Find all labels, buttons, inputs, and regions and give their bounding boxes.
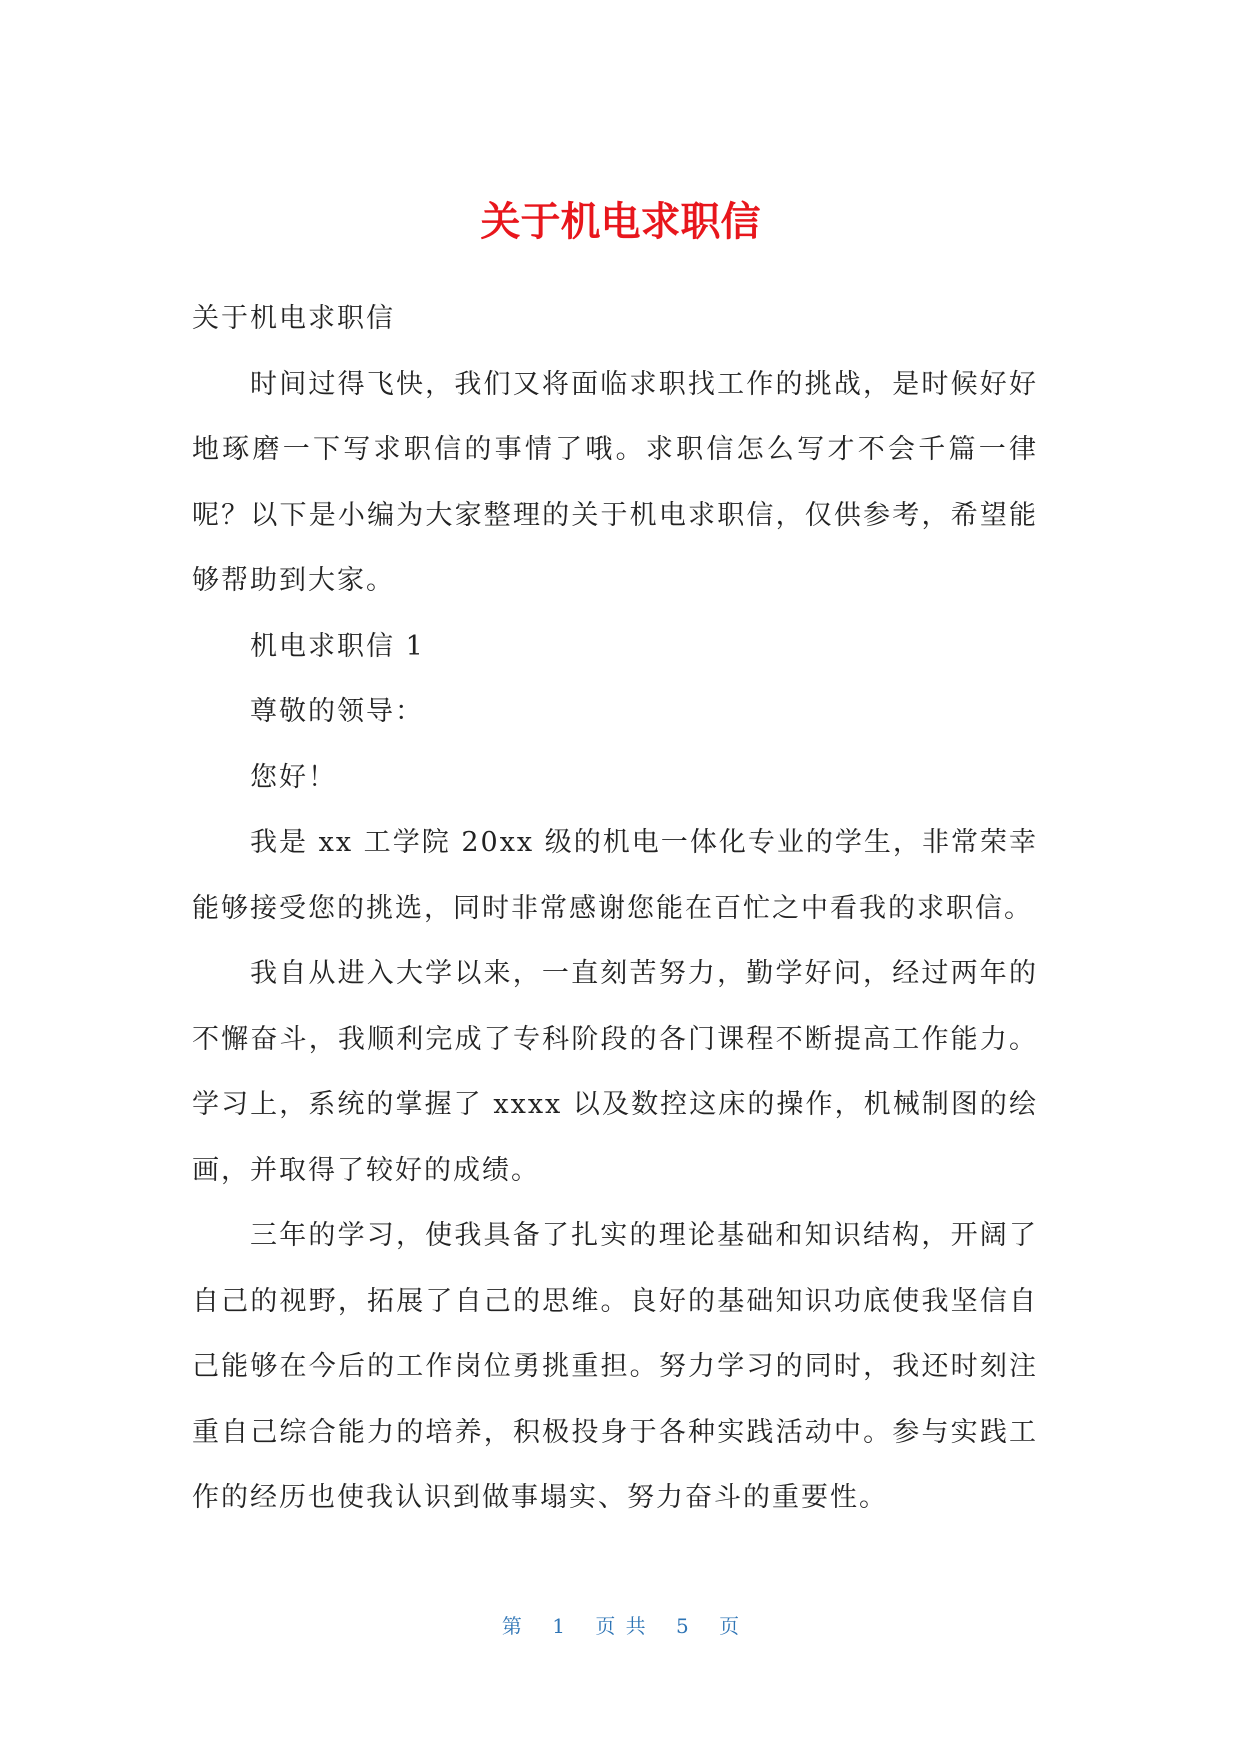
body-paragraph: 三年的学习，使我具备了扎实的理论基础和知识结构，开阔了自己的视野，拓展了自己的思维。良好的基础知识功底使我坚信自己能够在今后的工作岗位勇挑重担。努力学习的同时，我还时刻注重自己综合能力的培养，积极投身于各种实践活动中。参与实践工作的经历也使我认识到做事塌实、努力奋斗的重要性。 (192, 1220, 1038, 1513)
footer-middle: 页 共 (595, 1614, 646, 1638)
footer-prefix: 第 (501, 1614, 522, 1638)
salutation: 尊敬的领导： (250, 696, 424, 727)
heading-line: 关于机电求职信 (192, 303, 395, 334)
document-title: 关于机电求职信 (480, 199, 761, 245)
footer-suffix: 页 (719, 1614, 740, 1638)
intro-paragraph: 时间过得飞快，我们又将面临求职找工作的挑战，是时候好好地琢磨一下写求职信的事情了哦。求职信怎么写才不会千篇一律呢？以下是小编为大家整理的关于机电求职信，仅供参考，希望能够帮助到大家。 (192, 368, 1038, 596)
footer-total-pages: 5 (676, 1614, 689, 1638)
body-paragraph: 我自从进入大学以来，一直刻苦努力，勤学好问，经过两年的不懈奋斗，我顺利完成了专科阶段的各门课程不断提高工作能力。学习上，系统的掌握了 xxxx 以及数控这床的操作，机械制图的绘画，并取得了较好的成绩。 (192, 958, 1038, 1186)
body-paragraph: 我是 xx 工学院 20xx 级的机电一体化专业的学生，非常荣幸能够接受您的挑选，同时非常感谢您能在百忙之中看我的求职信。 (192, 827, 1038, 924)
footer-page-number: 1 (552, 1614, 565, 1638)
page-footer (0, 1612, 1241, 1640)
letter-subtitle: 机电求职信 1 (250, 630, 425, 662)
greeting: 您好！ (250, 761, 337, 793)
document-body (192, 286, 1038, 1531)
